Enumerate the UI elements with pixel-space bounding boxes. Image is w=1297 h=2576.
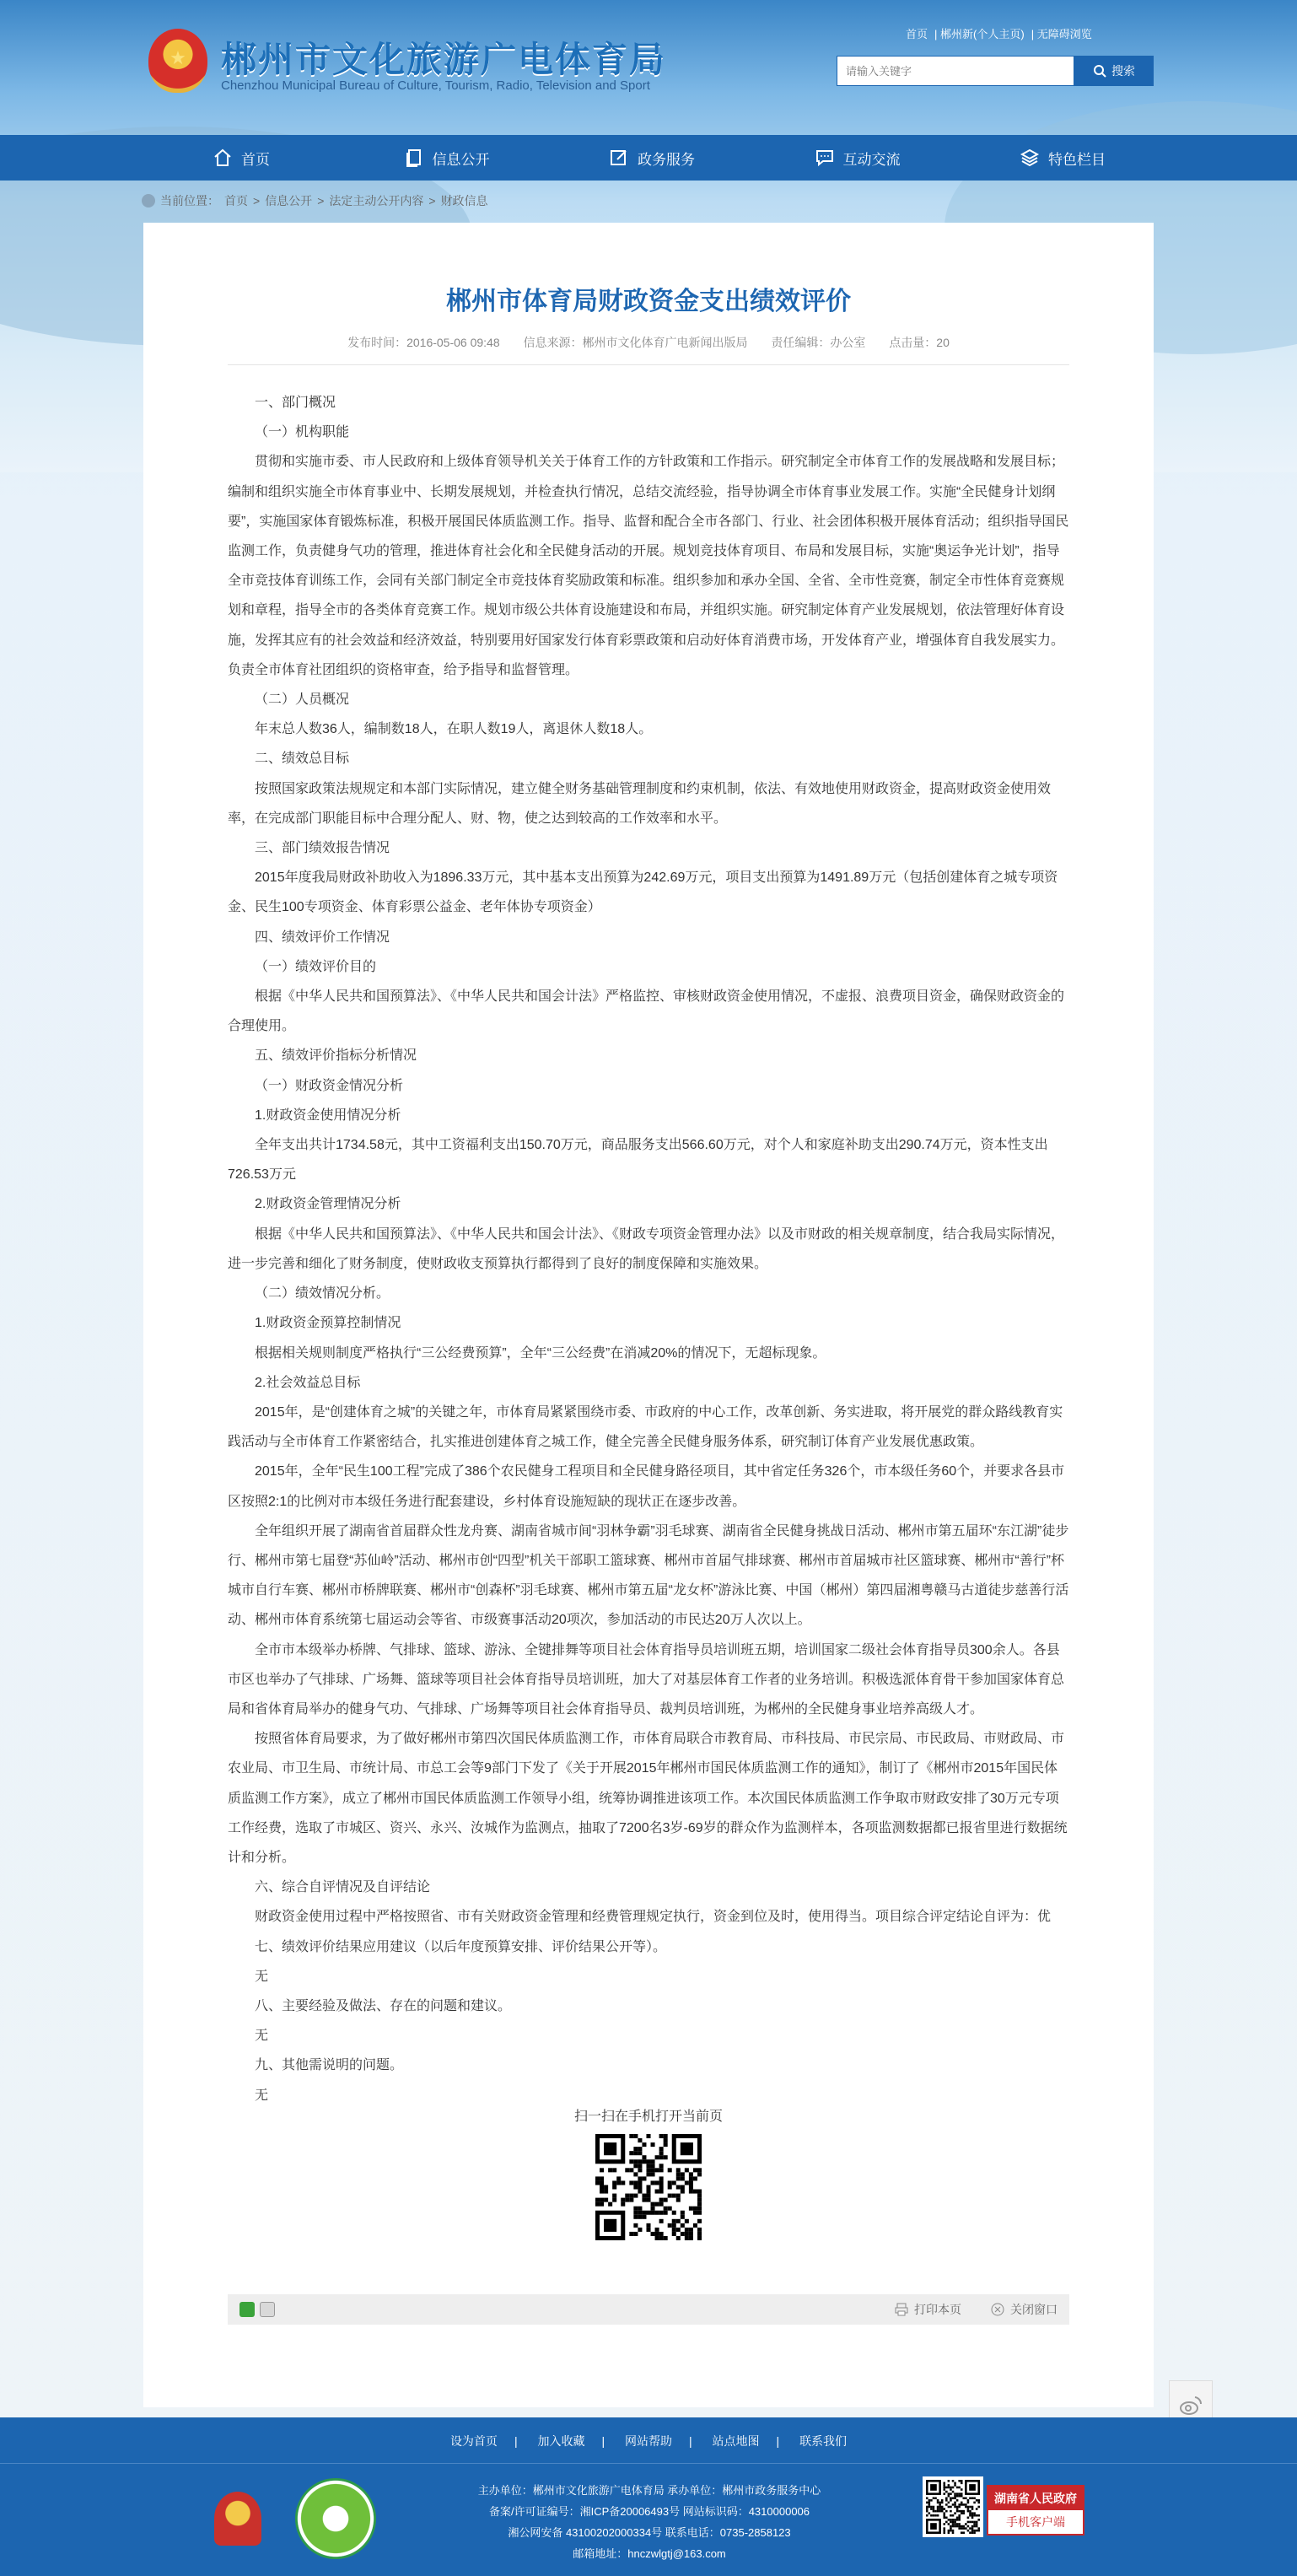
close-icon: [990, 2302, 1005, 2317]
nav-item-featured[interactable]: [970, 135, 1155, 181]
nav-item-label: 政务服务: [638, 151, 695, 168]
nav-item-label: 信息公开: [432, 151, 490, 168]
footer-links: [0, 2433, 1297, 2449]
qr-label: 扫一扫在手机打开当前页: [573, 2110, 723, 2124]
divider: [228, 364, 1069, 365]
close-label: 关闭窗口: [1010, 2303, 1058, 2316]
top-links: 首页 | 郴州新(个人主页) | 无障碍浏览: [906, 28, 1092, 40]
article-paragraph: 2015年，是“创建体育之城”的关键之年，市体育局紧紧围绕市委、市政府的中心工作，改革创新、务实进取，将开展党的群众路线教育实践活动与全市体育工作紧密结合，扎实推进创建体育之城工作，健全完善全民健身服务体系，研究制订体育产业发展优惠政策。: [228, 1404, 1063, 1450]
footer-icp: 备案/许可证编号：湘ICP备20006493号 网站标识码：4310000006: [488, 2505, 810, 2518]
article-paragraph: 年末总人数36人，编制数18人，在职人数19人，离退休人数18人。: [255, 722, 653, 737]
article-meta: [228, 334, 1069, 351]
main-nav: [0, 135, 1297, 181]
footer-link-contact[interactable]: 联系我们: [799, 2434, 848, 2448]
article-paragraph: 五、绩效评价指标分析情况: [255, 1048, 417, 1064]
editor: 责任编辑：办公室: [771, 336, 866, 349]
footer-sponsor: 主办单位：郴州市文化旅游广电体育局 承办单位：郴州市政务服务中心: [477, 2484, 821, 2497]
article-paragraph: 财政资金使用过程中严格按照省、市有关财政资金管理和经费管理规定执行，资金到位及时，使用得当。项目综合评定结论自评为：优: [255, 1910, 1052, 1925]
footer-link-sitemap[interactable]: 站点地图: [712, 2434, 760, 2448]
close-window-button[interactable]: [990, 2301, 1058, 2318]
footer-divider: [0, 2463, 1297, 2464]
footer-info: [439, 2480, 860, 2564]
home-icon: [213, 148, 233, 168]
footer-separator: |: [601, 2434, 605, 2448]
site-title: 郴州市文化旅游广电体育局: [221, 40, 667, 79]
article-paragraph: （二）绩效情况分析。: [255, 1286, 390, 1301]
article-paragraph: 1.财政资金使用情况分析: [255, 1107, 401, 1123]
national-emblem-logo: ★: [148, 29, 207, 93]
article-paragraph: 1.财政资金预算控制情况: [255, 1316, 401, 1331]
site-subtitle: Chenzhou Municipal Bureau of Culture, Tourism, Radio, Television and Sport: [221, 78, 650, 93]
footer-separator: |: [514, 2434, 518, 2448]
article-paragraph: 一、部门概况: [255, 396, 336, 410]
article-paragraph: 四、绩效评价工作情况: [255, 930, 390, 945]
chat-icon: [815, 148, 835, 168]
weibo-share-icon[interactable]: [260, 2302, 275, 2317]
article-paragraph: 根据《中华人民共和国预算法》、《中华人民共和国会计法》严格监控、审核财政资金使用情况，不虚报、浪费项目资金，确保财政资金的合理使用。: [228, 989, 1065, 1034]
article-paragraph: 二、绩效总目标: [255, 752, 350, 767]
article-paragraph: 无: [255, 1969, 269, 1984]
info-source: 信息来源：郴州市文化体育广电新闻出版局: [523, 336, 748, 349]
breadcrumb-separator: >: [253, 194, 261, 207]
article-title: 郴州市体育局财政资金支出绩效评价: [446, 288, 851, 315]
printer-icon: [894, 2302, 909, 2317]
document-icon: [404, 148, 424, 168]
nav-item-home[interactable]: [148, 135, 334, 181]
nav-item-label: 首页: [241, 151, 270, 168]
article-paragraph: 2015年度我局财政补助收入为1896.33万元，其中基本支出预算为242.69万元，项目支出预算为1491.89万元（包括创建体育之城专项资金、民生100专项资金、体育彩票公益金、老年体协专项资金）: [228, 870, 1058, 915]
party-gov-badge-icon[interactable]: [214, 2492, 261, 2546]
breadcrumb: [142, 192, 488, 209]
article-paragraph: 根据《中华人民共和国预算法》、《中华人民共和国会计法》、《财政专项资金管理办法》以及市财政的相关规章制度，结合我局实际情况，进一步完善和细化了财务制度，使财政收支预算执行都得到了良好的制度保障和实施效果。: [228, 1226, 1065, 1271]
top-link-accessibility[interactable]: 无障碍浏览: [1036, 28, 1092, 40]
article-paragraph: 根据相关规则制度严格执行“三公经费预算”，全年“三公经费”在消减20%的情况下，无超标现象。: [255, 1345, 826, 1361]
top-link-home[interactable]: 首页: [906, 28, 928, 40]
article-paragraph: 九、其他需说明的问题。: [255, 2058, 404, 2073]
qr-code: [592, 2131, 705, 2244]
view-count: 点击量：20: [889, 336, 950, 349]
nav-item-label: 互动交流: [842, 151, 901, 168]
nav-item-label: 特色栏目: [1048, 151, 1106, 168]
search-input[interactable]: [837, 56, 1074, 86]
article-toolbar: [228, 2294, 1069, 2325]
article-paragraph: （二）人员概况: [255, 693, 350, 708]
footer-link-help[interactable]: 网站帮助: [625, 2434, 672, 2448]
wechat-share-icon[interactable]: [239, 2302, 255, 2317]
article-paragraph: 全市市本级举办桥牌、气排球、篮球、游泳、全键排舞等项目社会体育指导员培训班五期，培训国家二级社会体育指导员300余人。各县市区也举办了气排球、广场舞、篮球等项目社会体育指导员培训班，加大了对基层体育工作者的业务培训。积极选派体育骨干参加国家体育总局和省体育局举办的健身气功、气排球、广场舞等项目社会体育指导员、裁判员培训班，为郴州的全民健身事业培养高级人才。: [228, 1642, 1065, 1716]
top-link-personal[interactable]: 郴州新(个人主页): [940, 28, 1025, 40]
article-paragraph: 贯彻和实施市委、市人民政府和上级体育领导机关关于体育工作的方针政策和工作指示。研究制定全市体育工作的发展战略和发展目标；编制和组织实施全市体育事业中、长期发展规划，并检查执行情况，总结交流经验，指导协调全市体育事业发展工作。实施“全民健身计划纲要”，实施国家体育锻炼标准，积极开展国民体质监测工作。指导、监督和配合全市各部门、行业、社会团体积极开展体育活动；组织指导国民监测工作，负责健身气功的管理，推进体育社会化和全民健身活动的开展。规划竞技体育项目、布局和发展目标，实施“奥运争光计划”，指导全市竞技体育训练工作，会同有关部门制定全市竞技体育奖励政策和标准。组织参加和承办全国、全省、全市性竞赛，制定全市性体育竞赛规划和章程，指导全市的各类体育竞赛工作。规划市级公共体育设施建设和布局，并组织实施。研究制定体育产业发展规划，依法管理好体育设施，发挥其应有的社会效益和经济效益，特别要用好国家发行体育彩票政策和启动好体育消费市场，开发体育产业，增强体育自我发展实力。负责全市体育社团组织的资格审查，给予指导和监督管理。: [228, 455, 1069, 677]
nav-item-gov-service[interactable]: [559, 135, 745, 181]
site-header: [0, 0, 1297, 135]
article-container: [143, 223, 1154, 2407]
article-paragraph: （一）财政资金情况分析: [255, 1078, 404, 1093]
search-button-label: 搜索: [1111, 64, 1135, 78]
footer-separator: |: [776, 2434, 780, 2448]
location-icon: [142, 194, 155, 207]
article-paragraph: 全年组织开展了湖南省首届群众性龙舟赛、湖南省城市间“羽林争霸”羽毛球赛、湖南省全民健身挑战日活动、郴州市第五届环“东江湖”徒步行、郴州市第七届登“苏仙岭”活动、郴州市创“四型”机关干部职工篮球赛、郴州市首届气排球赛、郴州市首届城市社区篮球赛、郴州市“善行”杯城市自行车赛、郴州市桥牌联赛、郴州市“创森杯”羽毛球赛、郴州市第五届“龙女杯”游泳比赛、中国（郴州）第四届湘粤赣马古道徒步慈善行活动、郴州市体育系统第七届运动会等省、市级赛事活动20项次，参加活动的市民达20万人次以上。: [228, 1523, 1069, 1628]
breadcrumb-separator: >: [428, 194, 436, 207]
article-body: [228, 388, 1069, 2110]
breadcrumb-item-info[interactable]: 信息公开: [265, 194, 313, 207]
breadcrumb-label: 当前位置：: [160, 194, 219, 207]
article-paragraph: 八、主要经验及做法、存在的问题和建议。: [255, 1998, 512, 2013]
footer-separator: |: [689, 2434, 692, 2448]
article-paragraph: 三、部门绩效报告情况: [255, 841, 390, 856]
breadcrumb-separator: >: [317, 194, 325, 207]
civilization-badge-icon[interactable]: [295, 2478, 376, 2559]
article-paragraph: （一）机构职能: [255, 425, 350, 440]
nav-item-info-public[interactable]: [354, 135, 540, 181]
article-paragraph: 2.财政资金管理情况分析: [255, 1197, 401, 1212]
gov-logo-subtitle: 手机客户端: [1006, 2515, 1065, 2529]
article-paragraph: 2015年，全年“民生100工程”完成了386个农民健身工程项目和全民健身路径项目，其中省定任务326个，市本级任务60个，并要求各县市区按照2:1的比例对市本级任务进行配套建设，乡村体育设施短缺的现状正在逐步改善。: [228, 1464, 1065, 1509]
gov-logo-title: 湖南省人民政府: [988, 2487, 1083, 2510]
print-label: 打印本页: [914, 2303, 961, 2316]
nav-item-interaction[interactable]: [765, 135, 950, 181]
breadcrumb-item-home[interactable]: 首页: [224, 194, 248, 207]
breadcrumb-item-statutory[interactable]: 法定主动公开内容: [329, 194, 424, 207]
edit-icon: [609, 148, 629, 168]
gov-app-logo[interactable]: [987, 2485, 1084, 2536]
search-button[interactable]: [1074, 56, 1154, 86]
print-button[interactable]: [894, 2301, 961, 2318]
search-icon: [1093, 64, 1106, 78]
publish-time: 发布时间：2016-05-06 09:48: [347, 336, 500, 349]
footer-qr-code: [923, 2476, 983, 2537]
footer-link-favorite[interactable]: 加入收藏: [537, 2434, 585, 2448]
footer-police: 湘公网安备 43100202000334号 联系电话：0735-2858123: [508, 2526, 791, 2539]
breadcrumb-item-finance[interactable]: 财政信息: [440, 194, 488, 207]
article-paragraph: 六、综合自评情况及自评结论: [255, 1880, 431, 1895]
layers-icon: [1020, 148, 1040, 168]
article-paragraph: 七、绩效评价结果应用建议（以后年度预算安排、评价结果公开等）。: [255, 1939, 667, 1954]
search-bar: [837, 56, 1154, 86]
footer-link-homepage[interactable]: 设为首页: [449, 2434, 498, 2448]
article-paragraph: 按照省体育局要求，为了做好郴州市第四次国民体质监测工作，市体育局联合市教育局、市科技局、市民宗局、市民政局、市财政局、市农业局、市卫生局、市统计局、市总工会等9部门下发了《关于开展2015年郴州市国民体质监测工作的通知》，制订了《郴州市2015年国民体质监测工作方案》，成立了郴州市国民体质监测工作领导小组，统筹协调推进该项工作。本次国民体质监测工作争取市财政安排了30万元专项工作经费，选取了市城区、资兴、永兴、汝城作为监测点，抽取了7200名3岁-69岁的群众作为监测样本，各项监测数据都已报省里进行数据统计和分析。: [228, 1732, 1068, 1865]
article-paragraph: 2.社会效益总目标: [255, 1375, 361, 1390]
article-paragraph: 无: [255, 2088, 269, 2103]
article-paragraph: （一）绩效评价目的: [255, 959, 377, 974]
footer-email: 邮箱地址：hnczwlgtj@163.com: [573, 2547, 726, 2560]
article-paragraph: 全年支出共计1734.58元，其中工资福利支出150.70万元，商品服务支出566.60万元，对个人和家庭补助支出290.74万元，资本性支出726.53万元: [228, 1138, 1048, 1183]
weibo-icon: [1178, 2393, 1203, 2418]
article-paragraph: 无: [255, 2029, 269, 2044]
article-paragraph: 按照国家政策法规规定和本部门实际情况，建立健全财务基础管理制度和约束机制，依法、有效地使用财政资金，提高财政资金使用效率，在完成部门职能目标中合理分配人、财、物，使之达到较高的工作效率和水平。: [228, 781, 1052, 826]
